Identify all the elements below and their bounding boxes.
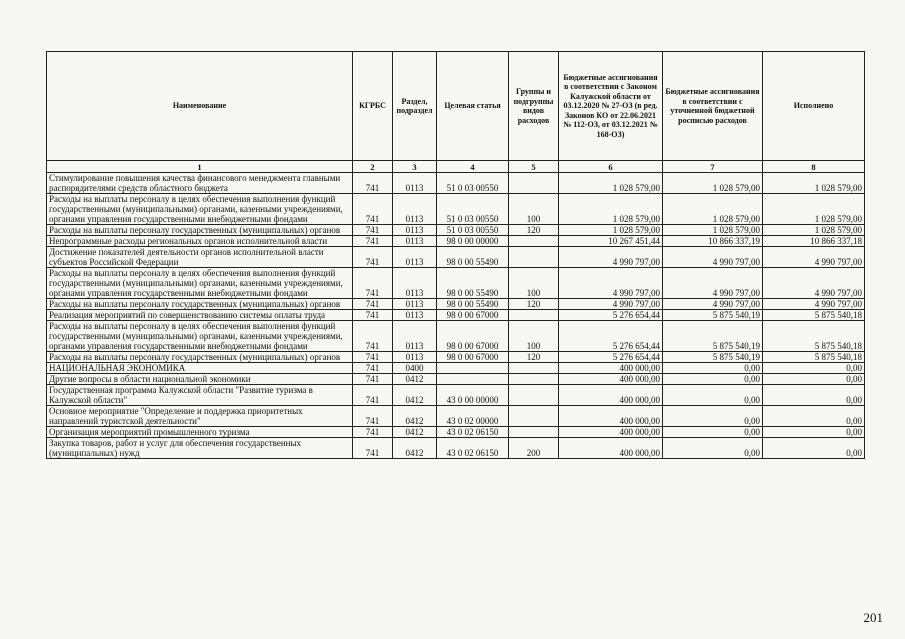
- cell-budget-refined: 0,00: [663, 385, 763, 406]
- cell-name: Расходы на выплаты персоналу в целях обеспечения выполнения функций государственными (муниципальными) органами, казенными учреждениями, органами управления государственными внебюджетными фондами: [47, 321, 353, 352]
- cell-target: 43 0 00 00000: [437, 385, 509, 406]
- cell-section: 0412: [393, 427, 437, 438]
- cell-executed: 0,00: [763, 427, 865, 438]
- page-number: 201: [863, 610, 883, 625]
- cell-budget-refined: 0,00: [663, 363, 763, 374]
- table-row: [47, 363, 865, 374]
- cell-budget-law: 5 276 654,44: [559, 352, 663, 363]
- cell-groups: [509, 310, 559, 321]
- cell-budget-refined: 4 990 797,00: [663, 247, 763, 268]
- cell-groups: [509, 385, 559, 406]
- cell-executed: 0,00: [763, 438, 865, 459]
- table-row: [47, 310, 865, 321]
- table-row: [47, 352, 865, 363]
- column-number: 8: [763, 161, 865, 173]
- cell-kgrbs: 741: [353, 385, 393, 406]
- cell-kgrbs: 741: [353, 236, 393, 247]
- cell-target: [437, 374, 509, 385]
- cell-groups: 120: [509, 299, 559, 310]
- cell-groups: [509, 427, 559, 438]
- column-number: 2: [353, 161, 393, 173]
- cell-executed: 5 875 540,18: [763, 321, 865, 352]
- cell-kgrbs: 741: [353, 427, 393, 438]
- cell-kgrbs: 741: [353, 194, 393, 225]
- cell-kgrbs: 741: [353, 225, 393, 236]
- cell-groups: 100: [509, 268, 559, 299]
- cell-name: Расходы на выплаты персоналу государственных (муниципальных) органов: [47, 352, 353, 363]
- cell-budget-refined: 1 028 579,00: [663, 173, 763, 194]
- cell-budget-refined: 0,00: [663, 374, 763, 385]
- table-row: [47, 247, 865, 268]
- cell-budget-law: 400 000,00: [559, 427, 663, 438]
- cell-name: Расходы на выплаты персоналу государственных (муниципальных) органов: [47, 225, 353, 236]
- cell-name: Расходы на выплаты персоналу в целях обеспечения выполнения функций государственными (муниципальными) органами, казенными учреждениями, органами управления государственными внебюджетными фондами: [47, 268, 353, 299]
- cell-executed: 1 028 579,00: [763, 194, 865, 225]
- table-row: [47, 385, 865, 406]
- cell-executed: 0,00: [763, 363, 865, 374]
- cell-budget-refined: 4 990 797,00: [663, 299, 763, 310]
- cell-target: 98 0 00 55490: [437, 268, 509, 299]
- cell-section: 0412: [393, 385, 437, 406]
- cell-section: 0113: [393, 236, 437, 247]
- column-number: 6: [559, 161, 663, 173]
- cell-section: 0400: [393, 363, 437, 374]
- col-header-executed: Исполнено: [763, 52, 865, 161]
- cell-budget-refined: 5 875 540,19: [663, 321, 763, 352]
- budget-execution-table: [46, 51, 865, 459]
- cell-target: 43 0 02 00000: [437, 406, 509, 427]
- cell-target: 98 0 00 67000: [437, 352, 509, 363]
- cell-name: Расходы на выплаты персоналу государственных (муниципальных) органов: [47, 299, 353, 310]
- cell-budget-law: 4 990 797,00: [559, 268, 663, 299]
- cell-target: 98 0 00 55490: [437, 299, 509, 310]
- cell-executed: 4 990 797,00: [763, 247, 865, 268]
- col-header-target: Целевая статья: [437, 52, 509, 161]
- cell-name: Основное мероприятие "Определение и поддержка приоритетных направлений туристской деятельности": [47, 406, 353, 427]
- cell-executed: 4 990 797,00: [763, 268, 865, 299]
- cell-budget-law: 5 276 654,44: [559, 310, 663, 321]
- cell-budget-law: 5 276 654,44: [559, 321, 663, 352]
- table-row: [47, 173, 865, 194]
- cell-budget-law: 400 000,00: [559, 438, 663, 459]
- cell-groups: 120: [509, 225, 559, 236]
- cell-groups: 200: [509, 438, 559, 459]
- cell-budget-law: 1 028 579,00: [559, 194, 663, 225]
- cell-groups: [509, 247, 559, 268]
- cell-kgrbs: 741: [353, 173, 393, 194]
- column-number: 7: [663, 161, 763, 173]
- cell-groups: 100: [509, 194, 559, 225]
- cell-kgrbs: 741: [353, 321, 393, 352]
- table-row: [47, 225, 865, 236]
- cell-executed: 0,00: [763, 374, 865, 385]
- cell-budget-refined: 1 028 579,00: [663, 225, 763, 236]
- column-number: 1: [47, 161, 353, 173]
- cell-executed: 10 866 337,18: [763, 236, 865, 247]
- cell-budget-law: 10 267 451,44: [559, 236, 663, 247]
- table-row: [47, 374, 865, 385]
- cell-kgrbs: 741: [353, 352, 393, 363]
- col-header-budget-refined: Бюджетные ассигнования в соответствии с уточненной бюджетной росписью расходов: [663, 52, 763, 161]
- cell-groups: 100: [509, 321, 559, 352]
- cell-budget-refined: 1 028 579,00: [663, 194, 763, 225]
- column-number: 5: [509, 161, 559, 173]
- table-row: [47, 194, 865, 225]
- column-number: 4: [437, 161, 509, 173]
- cell-kgrbs: 741: [353, 299, 393, 310]
- cell-executed: 1 028 579,00: [763, 225, 865, 236]
- cell-budget-law: 400 000,00: [559, 406, 663, 427]
- cell-section: 0113: [393, 299, 437, 310]
- cell-section: 0113: [393, 321, 437, 352]
- cell-target: 98 0 00 67000: [437, 310, 509, 321]
- cell-budget-refined: 4 990 797,00: [663, 268, 763, 299]
- cell-target: 51 0 03 00550: [437, 194, 509, 225]
- cell-groups: [509, 374, 559, 385]
- table-row: [47, 299, 865, 310]
- cell-kgrbs: 741: [353, 438, 393, 459]
- cell-executed: 0,00: [763, 385, 865, 406]
- cell-name: Закупка товаров, работ и услуг для обеспечения государственных (муниципальных) нужд: [47, 438, 353, 459]
- cell-kgrbs: 741: [353, 374, 393, 385]
- cell-executed: 1 028 579,00: [763, 173, 865, 194]
- cell-target: 98 0 00 67000: [437, 321, 509, 352]
- cell-executed: 4 990 797,00: [763, 299, 865, 310]
- cell-name: Организация мероприятий промышленного туризма: [47, 427, 353, 438]
- cell-budget-law: 400 000,00: [559, 363, 663, 374]
- cell-executed: 0,00: [763, 406, 865, 427]
- table-row: [47, 406, 865, 427]
- cell-budget-refined: 5 875 540,19: [663, 310, 763, 321]
- cell-kgrbs: 741: [353, 268, 393, 299]
- cell-name: Реализация мероприятий по совершенствованию системы оплаты труда: [47, 310, 353, 321]
- cell-budget-law: 1 028 579,00: [559, 225, 663, 236]
- cell-section: 0113: [393, 310, 437, 321]
- cell-section: 0113: [393, 194, 437, 225]
- cell-name: НАЦИОНАЛЬНАЯ ЭКОНОМИКА: [47, 363, 353, 374]
- cell-section: 0113: [393, 225, 437, 236]
- cell-budget-refined: 10 866 337,19: [663, 236, 763, 247]
- cell-target: 98 0 00 00000: [437, 236, 509, 247]
- column-number-row: [47, 161, 865, 173]
- cell-name: Расходы на выплаты персоналу в целях обеспечения выполнения функций государственными (муниципальными) органами, казенными учреждениями, органами управления государственными внебюджетными фондами: [47, 194, 353, 225]
- column-number: 3: [393, 161, 437, 173]
- cell-name: Непрограммные расходы региональных органов исполнительной власти: [47, 236, 353, 247]
- cell-executed: 5 875 540,18: [763, 310, 865, 321]
- col-header-section: Раздел, подраздел: [393, 52, 437, 161]
- cell-kgrbs: 741: [353, 310, 393, 321]
- cell-target: 43 0 02 06150: [437, 427, 509, 438]
- cell-kgrbs: 741: [353, 406, 393, 427]
- cell-section: 0113: [393, 173, 437, 194]
- cell-section: 0113: [393, 352, 437, 363]
- table-row: [47, 236, 865, 247]
- cell-groups: 120: [509, 352, 559, 363]
- cell-name: Государственная программа Калужской области "Развитие туризма в Калужской области": [47, 385, 353, 406]
- cell-groups: [509, 406, 559, 427]
- table-row: [47, 438, 865, 459]
- cell-budget-refined: 5 875 540,19: [663, 352, 763, 363]
- cell-target: 43 0 02 06150: [437, 438, 509, 459]
- col-header-budget-law: Бюджетные ассигнования в соответствии с Законом Калужской области от 03.12.2020 № 27-ОЗ (в ред. Законов КО от 22.06.2021 № 112-ОЗ, от 03.12.2021 № 168-ОЗ): [559, 52, 663, 161]
- col-header-name: Наименование: [47, 52, 353, 161]
- cell-budget-law: 1 028 579,00: [559, 173, 663, 194]
- cell-groups: [509, 173, 559, 194]
- cell-section: 0113: [393, 268, 437, 299]
- col-header-groups: Группы и подгруппы видов расходов: [509, 52, 559, 161]
- cell-section: 0412: [393, 374, 437, 385]
- cell-name: Стимулирование повышения качества финансового менеджмента главными распорядителями средств областного бюджета: [47, 173, 353, 194]
- cell-name: Другие вопросы в области национальной экономики: [47, 374, 353, 385]
- cell-section: 0412: [393, 438, 437, 459]
- cell-budget-law: 4 990 797,00: [559, 299, 663, 310]
- cell-executed: 5 875 540,18: [763, 352, 865, 363]
- cell-section: 0113: [393, 247, 437, 268]
- table-row: [47, 321, 865, 352]
- cell-budget-law: 400 000,00: [559, 374, 663, 385]
- cell-budget-law: 4 990 797,00: [559, 247, 663, 268]
- cell-kgrbs: 741: [353, 247, 393, 268]
- table-row: [47, 268, 865, 299]
- table-header-row: [47, 52, 865, 161]
- cell-kgrbs: 741: [353, 363, 393, 374]
- cell-target: 51 0 03 00550: [437, 225, 509, 236]
- cell-budget-law: 400 000,00: [559, 385, 663, 406]
- cell-target: 98 0 00 55490: [437, 247, 509, 268]
- cell-target: 51 0 03 00550: [437, 173, 509, 194]
- cell-budget-refined: 0,00: [663, 427, 763, 438]
- cell-groups: [509, 363, 559, 374]
- cell-target: [437, 363, 509, 374]
- cell-name: Достижение показателей деятельности органов исполнительной власти субъектов Российской Федерации: [47, 247, 353, 268]
- col-header-kgrbs: КГРБС: [353, 52, 393, 161]
- cell-section: 0412: [393, 406, 437, 427]
- cell-groups: [509, 236, 559, 247]
- table-row: [47, 427, 865, 438]
- cell-budget-refined: 0,00: [663, 438, 763, 459]
- cell-budget-refined: 0,00: [663, 406, 763, 427]
